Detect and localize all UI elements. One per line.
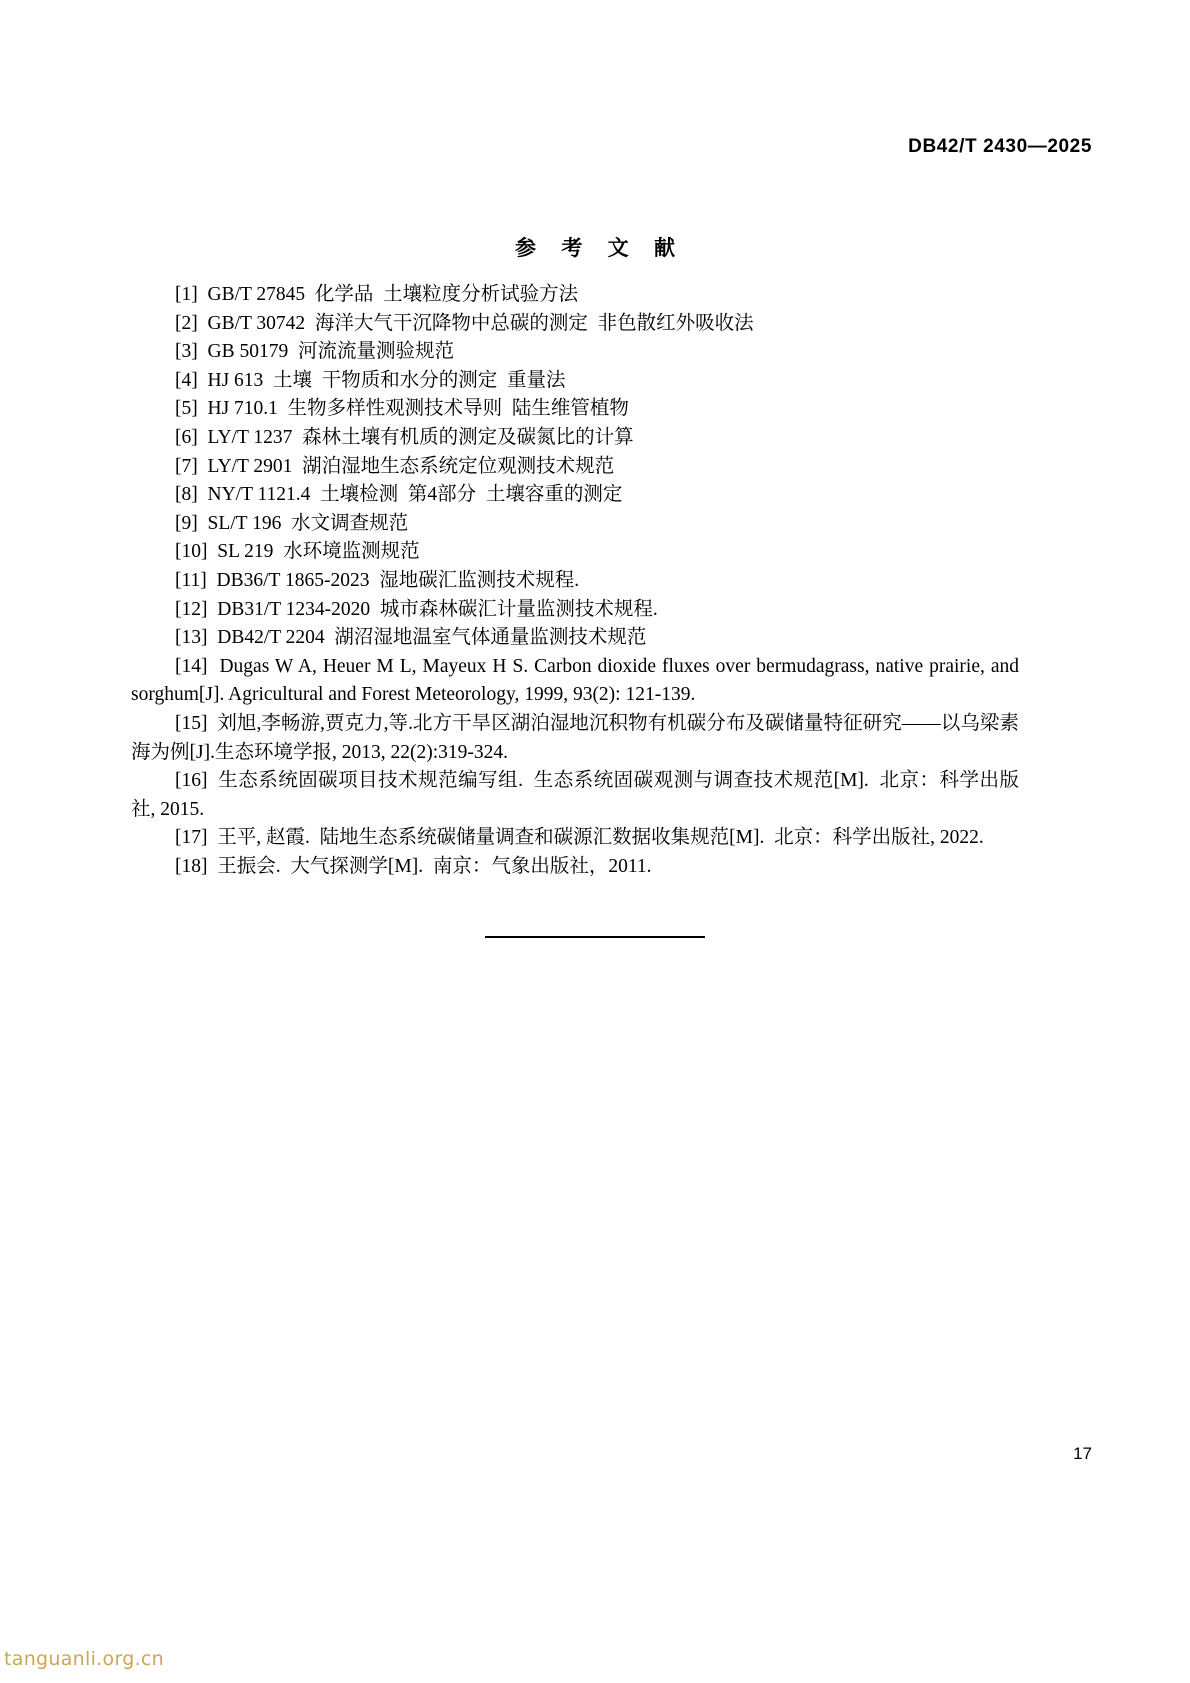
reference-item: [8] NY/T 1121.4 土壤检测 第4部分 土壤容重的测定: [175, 484, 623, 506]
reference-item: [5] HJ 710.1 生物多样性观测技术导则 陆生维管植物: [175, 398, 629, 420]
reference-item: [3] GB 50179 河流流量测验规范: [175, 341, 454, 363]
reference-item: [17] 王平, 赵霞. 陆地生态系统碳储量调查和碳源汇数据收集规范[M]. 北京：科学出版社, 2022.: [175, 827, 984, 849]
reference-item: [15] 刘旭,李畅游,贾克力,等.北方干旱区湖泊湿地沉积物有机碳分布及碳储量特征研究——以乌梁素海为例[J].生态环境学报, 2013, 22(2):319-324.: [131, 712, 1019, 763]
page-number: 17: [1073, 1444, 1092, 1463]
reference-item: [11] DB36/T 1865-2023 湿地碳汇监测技术规程.: [175, 569, 580, 591]
reference-item: [16] 生态系统固碳项目技术规范编写组. 生态系统固碳观测与调查技术规范[M]. 北京：科学出版社, 2015.: [131, 770, 1019, 820]
reference-item: [2] GB/T 30742 海洋大气干沉降物中总碳的测定 非色散红外吸收法: [175, 312, 754, 334]
reference-item: [13] DB42/T 2204 湖沼湿地温室气体通量监测技术规范: [175, 627, 647, 649]
watermark: tanguanli.org.cn: [4, 1648, 165, 1670]
reference-item: [1] GB/T 27845 化学品 土壤粒度分析试验方法: [175, 284, 579, 305]
reference-list: [131, 281, 1024, 881]
reference-item: [18] 王振会. 大气探测学[M]. 南京：气象出版社，2011.: [175, 855, 652, 877]
running-header-standard-number: DB42/T 2430—2025: [908, 136, 1092, 157]
reference-item: [12] DB31/T 1234-2020 城市森林碳汇计量监测技术规程.: [175, 598, 658, 620]
reference-item: [14] Dugas W A, Heuer M L, Mayeux H S. Carbon dioxide fluxes over bermudagrass, native prairie, and sorghum[J]. Agricultural and Forest Meteorology, 1999, 93(2): 121-139.: [131, 655, 1024, 706]
reference-item: [6] LY/T 1237 森林土壤有机质的测定及碳氮比的计算: [175, 426, 634, 448]
reference-item: [4] HJ 613 土壤 干物质和水分的测定 重量法: [175, 369, 566, 391]
reference-item: [7] LY/T 2901 湖泊湿地生态系统定位观测技术规范: [175, 455, 615, 477]
page-title: 参 考 文 献: [515, 236, 684, 260]
reference-item: [9] SL/T 196 水文调查规范: [175, 512, 409, 534]
end-of-document-rule: [485, 936, 705, 938]
reference-item: [10] SL 219 水环境监测规范: [175, 541, 420, 563]
